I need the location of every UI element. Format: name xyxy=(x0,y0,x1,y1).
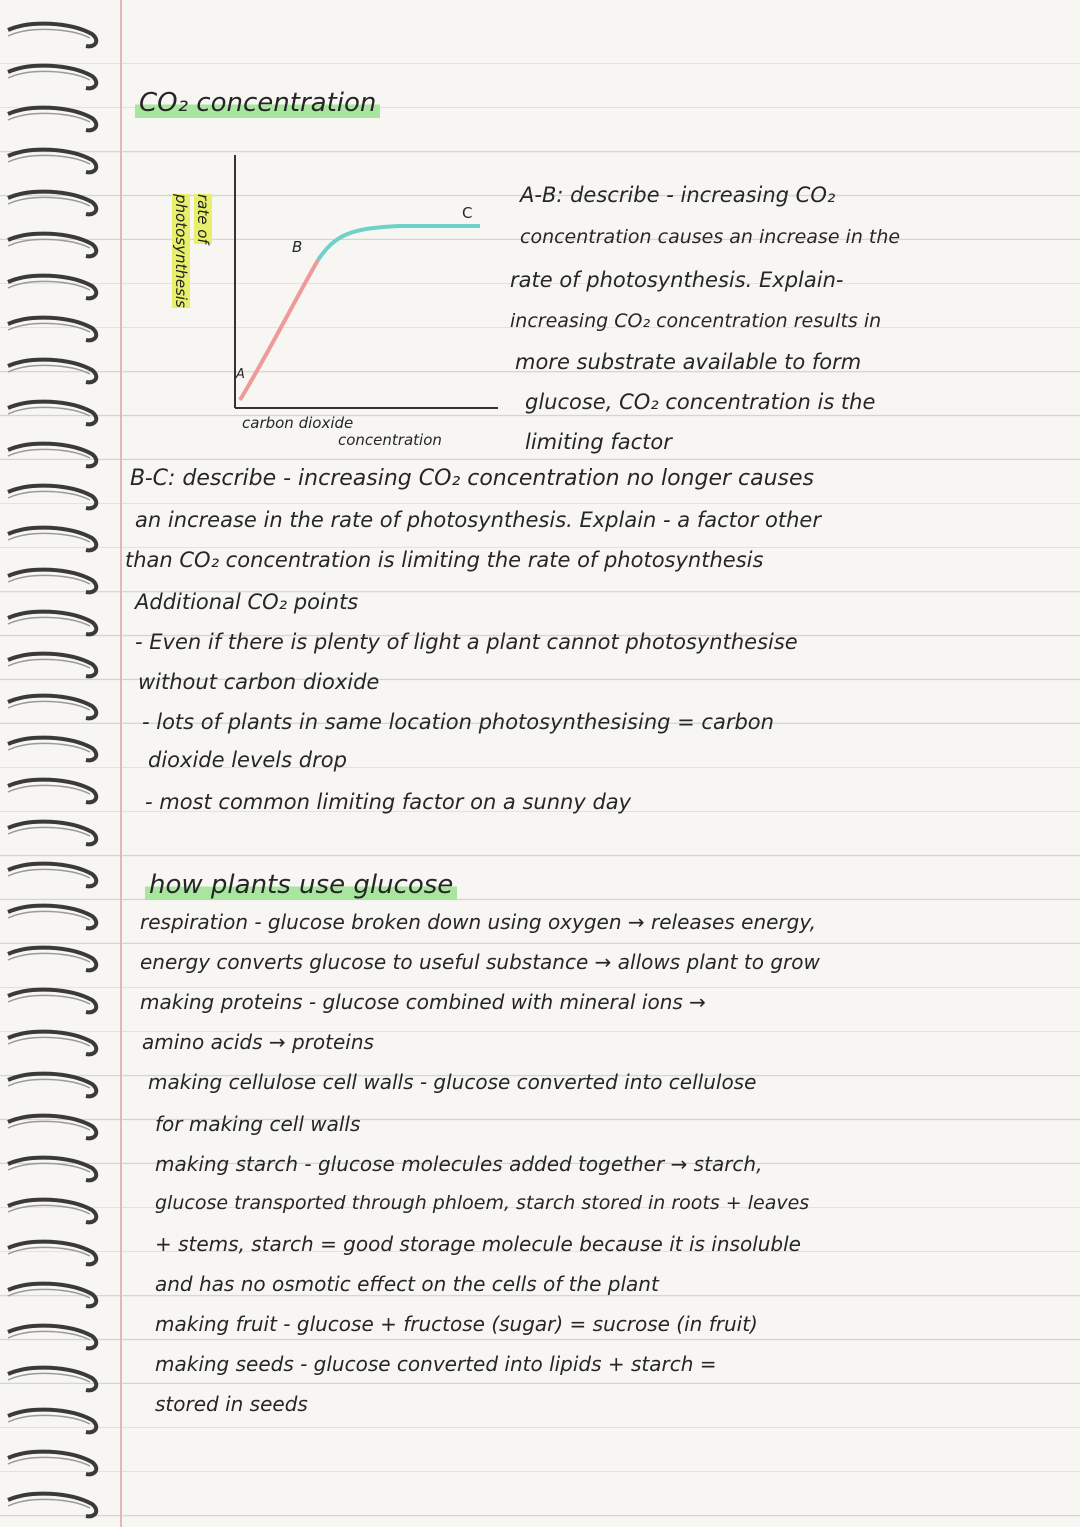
point-b-label: B xyxy=(292,238,303,256)
glucose-line-13: stored in seeds xyxy=(155,1392,308,1416)
spiral-coil xyxy=(8,234,96,257)
glucose-line-5: making cellulose cell walls - glucose converted into cellulose xyxy=(148,1070,757,1094)
point-a-label: A xyxy=(236,367,245,382)
spiral-coil xyxy=(8,654,96,677)
heading-glucose-text: how plants use glucose xyxy=(145,870,457,900)
spiral-coil xyxy=(8,612,96,635)
ab-line-2: concentration causes an increase in the xyxy=(520,226,901,248)
ab-line-3: rate of photosynthesis. Explain- xyxy=(510,268,844,292)
spiral-coil xyxy=(8,1410,96,1433)
glucose-line-4: amino acids → proteins xyxy=(142,1030,374,1054)
heading-co2-concentration xyxy=(135,90,380,116)
margin-line xyxy=(120,0,122,1527)
spiral-coil xyxy=(8,1200,96,1223)
glucose-line-9: + stems, starch = good storage molecule because it is insoluble xyxy=(155,1232,801,1256)
heading-co2-text: CO₂ concentration xyxy=(135,88,380,118)
bc-line-2: an increase in the rate of photosynthesis. Explain - a factor other xyxy=(135,508,821,532)
glucose-line-2: energy converts glucose to useful substance → allows plant to grow xyxy=(140,950,820,974)
spiral-coil xyxy=(8,402,96,425)
curve-plateau xyxy=(318,226,480,260)
curve-rise xyxy=(240,260,318,400)
additional-heading: Additional CO₂ points xyxy=(135,590,359,614)
ab-line-7: limiting factor xyxy=(525,430,672,454)
glucose-line-7: making starch - glucose molecules added together → starch, xyxy=(155,1152,763,1176)
spiral-coil xyxy=(8,1494,96,1517)
spiral-coil xyxy=(8,864,96,887)
spiral-coil xyxy=(8,66,96,89)
spiral-coil xyxy=(8,108,96,131)
additional-point-2: - lots of plants in same location photosynthesising = carbon xyxy=(142,710,774,734)
point-c-label: C xyxy=(462,204,473,222)
spiral-coil xyxy=(8,150,96,173)
glucose-line-12: making seeds - glucose converted into lipids + starch = xyxy=(155,1352,717,1376)
spiral-coil xyxy=(8,276,96,299)
ab-line-4: increasing CO₂ concentration results in xyxy=(510,310,882,332)
spiral-coil xyxy=(8,1326,96,1349)
spiral-coil xyxy=(8,360,96,383)
x-axis-label-line1: carbon dioxide xyxy=(242,414,354,432)
spiral-binding xyxy=(0,0,110,1527)
heading-how-plants-use-glucose xyxy=(145,872,457,898)
spiral-coil xyxy=(8,990,96,1013)
spiral-coil xyxy=(8,318,96,341)
spiral-coil xyxy=(8,1116,96,1139)
additional-point-1: - Even if there is plenty of light a plant cannot photosynthesise xyxy=(135,630,798,654)
spiral-coil xyxy=(8,1284,96,1307)
spiral-coil xyxy=(8,696,96,719)
spiral-coil xyxy=(8,780,96,803)
glucose-line-11: making fruit - glucose + fructose (sugar) = sucrose (in fruit) xyxy=(155,1312,758,1336)
x-axis-label-line2: concentration xyxy=(338,431,442,449)
spiral-coil xyxy=(8,444,96,467)
spiral-coil xyxy=(8,192,96,215)
ab-line-5: more substrate available to form xyxy=(515,350,862,374)
ab-line-6: glucose, CO₂ concentration is the xyxy=(525,390,876,414)
spiral-coil xyxy=(8,528,96,551)
spiral-coil xyxy=(8,1032,96,1055)
glucose-line-8: glucose transported through phloem, starch stored in roots + leaves xyxy=(155,1192,810,1214)
y-axis-label-line2: photosynthesis xyxy=(172,194,190,308)
spiral-coil xyxy=(8,24,96,47)
spiral-coil xyxy=(8,738,96,761)
spiral-coil xyxy=(8,948,96,971)
glucose-line-10: and has no osmotic effect on the cells of the plant xyxy=(155,1272,659,1296)
glucose-line-1: respiration - glucose broken down using oxygen → releases energy, xyxy=(140,910,816,934)
bc-line-3: than CO₂ concentration is limiting the rate of photosynthesis xyxy=(125,548,764,572)
spiral-coil xyxy=(8,486,96,509)
spiral-coil xyxy=(8,1452,96,1475)
additional-point-2-cont: dioxide levels drop xyxy=(148,748,347,772)
glucose-line-6: for making cell walls xyxy=(155,1112,361,1136)
bc-line-1: B-C: describe - increasing CO₂ concentration no longer causes xyxy=(130,466,815,491)
additional-point-3: - most common limiting factor on a sunny day xyxy=(145,790,632,814)
co2-graph xyxy=(200,150,500,450)
ab-line-1: A-B: describe - increasing CO₂ xyxy=(520,183,836,207)
spiral-coil xyxy=(8,1368,96,1391)
spiral-coil xyxy=(8,1074,96,1097)
spiral-coil xyxy=(8,570,96,593)
glucose-line-3: making proteins - glucose combined with mineral ions → xyxy=(140,990,706,1014)
spiral-coil xyxy=(8,906,96,929)
additional-point-1-cont: without carbon dioxide xyxy=(138,670,380,694)
y-axis-label-line1: rate of xyxy=(194,194,212,244)
spiral-coil xyxy=(8,822,96,845)
spiral-coil xyxy=(8,1242,96,1265)
spiral-coil xyxy=(8,1158,96,1181)
